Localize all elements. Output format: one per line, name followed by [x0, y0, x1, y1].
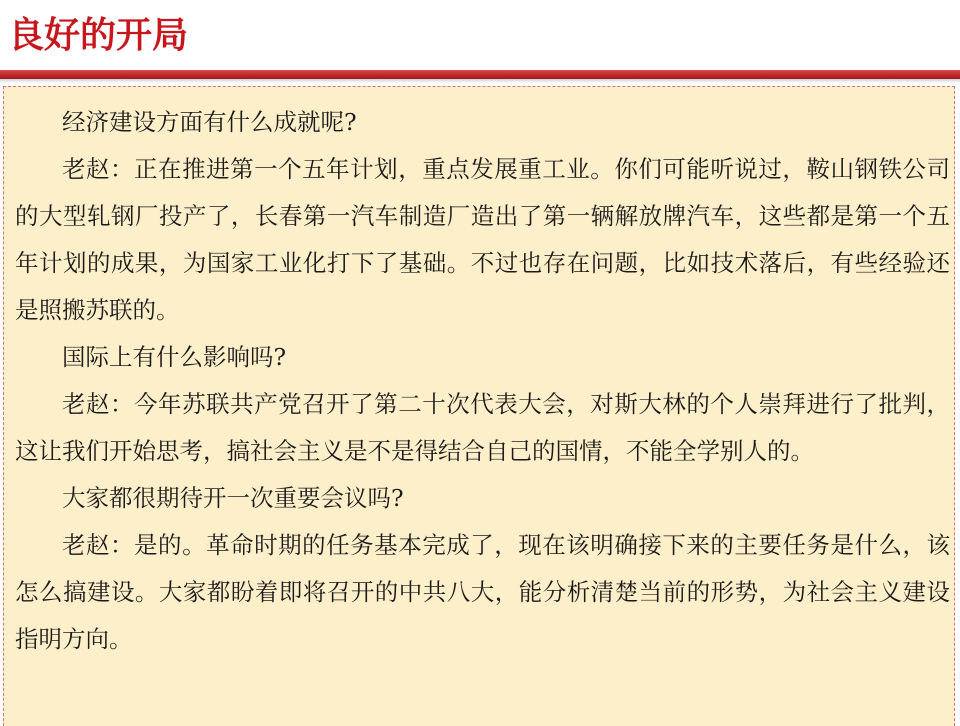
title-divider [0, 70, 960, 79]
title-divider-shadow [0, 79, 960, 83]
answer-paragraph: 老赵：是的。革命时期的任务基本完成了，现在该明确接下来的主要任务是什么，该怎么搞建设。大家都盼着即将召开的中共八大，能分析清楚当前的形势，为社会主义建设指明方向。 [15, 531, 950, 653]
dialogue-text-box [3, 86, 955, 726]
answer-paragraph: 老赵：正在推进第一个五年计划，重点发展重工业。你们可能听说过，鞍山钢铁公司的大型轧钢厂投产了，长春第一汽车制造厂造出了第一辆解放牌汽车，这些都是第一个五年计划的成果，为国家工业化打下了基础。不过也存在问题，比如技术落后，有些经验还是照搬苏联的。 [15, 155, 950, 324]
answer-paragraph: 老赵：今年苏联共产党召开了第二十次代表大会，对斯大林的个人崇拜进行了批判，这让我们开始思考，搞社会主义是不是得结合自己的国情，不能全学别人的。 [15, 390, 950, 465]
slide-title: 良好的开局 [8, 15, 189, 56]
question-paragraph: 大家都很期待开一次重要会议吗? [62, 484, 404, 512]
question-paragraph: 国际上有什么影响吗? [62, 343, 287, 371]
question-paragraph: 经济建设方面有什么成就呢? [62, 108, 357, 136]
